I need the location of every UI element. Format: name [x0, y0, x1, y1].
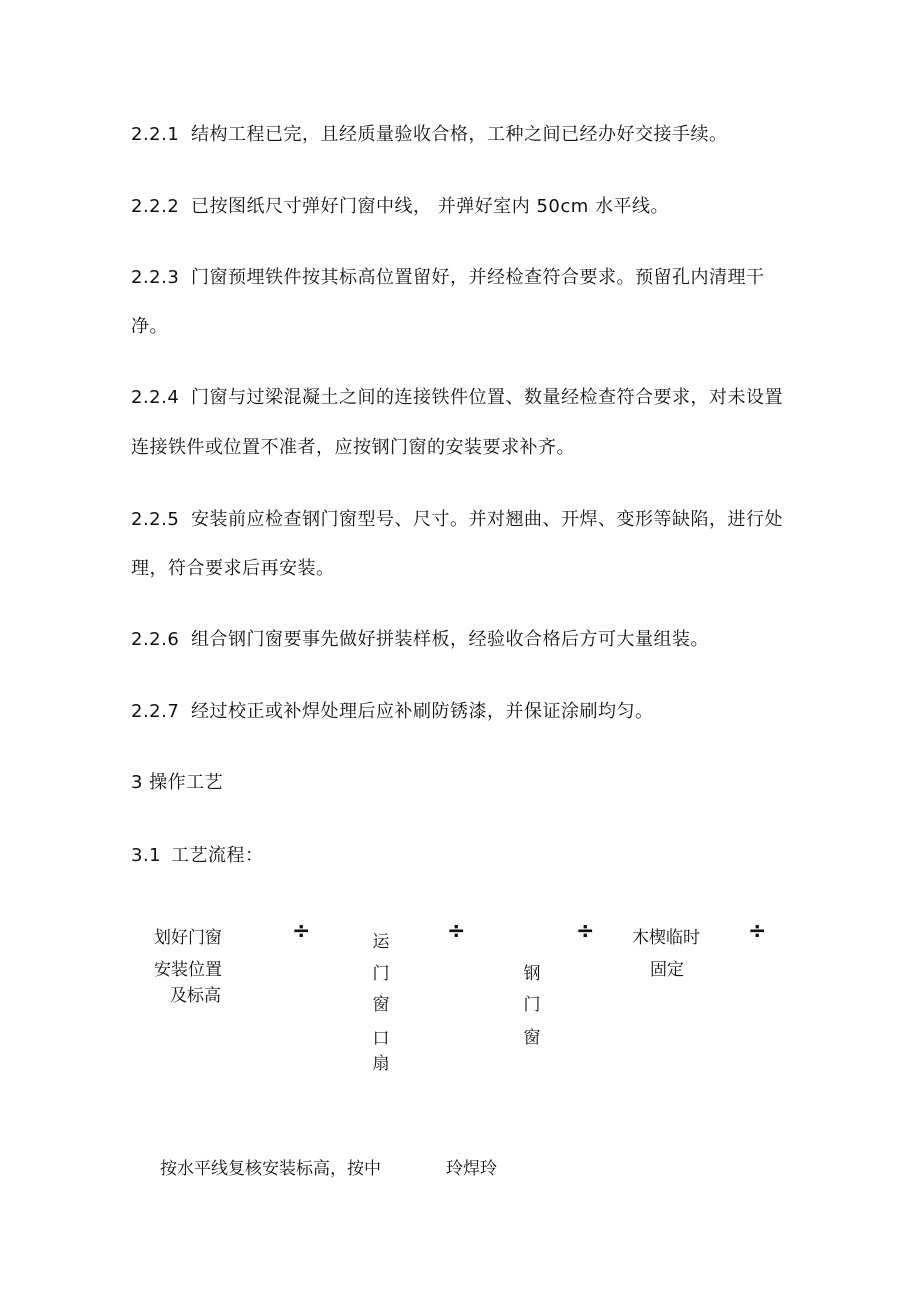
clause-2-2-2	[131, 195, 669, 219]
flow-arrow-1: ÷	[292, 919, 311, 944]
flow-step-2-char: 运	[372, 932, 390, 952]
clause-number: 2.2.4	[131, 387, 180, 408]
clause-2-2-6	[131, 628, 709, 652]
flow-arrow-4: ÷	[748, 919, 767, 944]
clause-number: 2.2.3	[131, 267, 180, 288]
clause-2-2-5-continuation: 理，符合要求后再安装。	[131, 558, 335, 579]
flow-step-2-char: 门	[372, 964, 390, 984]
flow-step-1-line-3: 及标高	[170, 986, 221, 1006]
subsection-text: 工艺流程：	[171, 845, 264, 866]
flow-step-2-char: 口	[372, 1029, 390, 1049]
flow-step-3-char: 窗	[523, 1028, 541, 1048]
clause-text: 组合钢门窗要事先做好拼装样板，经验收合格后方可大量组装。	[191, 629, 709, 650]
clause-text: 门窗预埋铁件按其标高位置留好，并经检查符合要求。预留孔内清理干	[191, 267, 765, 288]
clause-number: 2.2.1	[131, 124, 180, 145]
clause-text: 已按图纸尺寸弹好门窗中线， 并弹好室内 50cm 水平线。	[191, 196, 669, 217]
section-title: 3 操作工艺	[131, 772, 224, 793]
flow-step-4-line-2: 固定	[650, 960, 684, 980]
clause-text: 结构工程已完，且经质量验收合格，工种之间已经办好交接手续。	[191, 124, 728, 145]
subsection-3-1	[131, 844, 264, 868]
flow-step-4-line-1: 木楔临时	[632, 928, 700, 948]
clause-2-2-3-continuation: 净。	[131, 316, 168, 337]
clause-number: 2.2.6	[131, 629, 180, 650]
clause-2-2-4	[131, 386, 783, 410]
clause-number: 2.2.5	[131, 509, 180, 530]
flow-step-2-char: 窗	[372, 995, 390, 1015]
clause-number: 2.2.2	[131, 196, 180, 217]
flow-step-3-char: 门	[523, 995, 541, 1015]
clause-2-2-3	[131, 266, 765, 290]
flow-step-3-char: 钢	[523, 964, 541, 984]
clause-number: 2.2.7	[131, 701, 180, 722]
flow-step-2-char: 扇	[372, 1054, 390, 1074]
flow-arrow-3: ÷	[576, 919, 595, 944]
clause-2-2-4-continuation: 连接铁件或位置不准者，应按钢门窗的安装要求补齐。	[131, 437, 575, 458]
flow-step-1-line-2: 安装位置	[154, 960, 222, 980]
clause-text: 经过校正或补焊处理后应补刷防锈漆，并保证涂刷均匀。	[191, 701, 654, 722]
flow-bottom-right-text: 玲焊玲	[446, 1159, 497, 1179]
subsection-number: 3.1	[131, 845, 162, 866]
flow-bottom-left-text: 按水平线复核安装标高，按中	[160, 1159, 381, 1179]
clause-2-2-7	[131, 700, 654, 724]
clause-2-2-1	[131, 123, 728, 147]
flow-arrow-2: ÷	[447, 919, 466, 944]
clause-text: 安装前应检查钢门窗型号、尺寸。并对翘曲、开焊、变形等缺陷，进行处	[191, 509, 783, 530]
flow-step-1-line-1: 划好门窗	[154, 928, 222, 948]
clause-text: 门窗与过梁混凝土之间的连接铁件位置、数量经检查符合要求，对未设置	[191, 387, 783, 408]
clause-2-2-5	[131, 508, 783, 532]
